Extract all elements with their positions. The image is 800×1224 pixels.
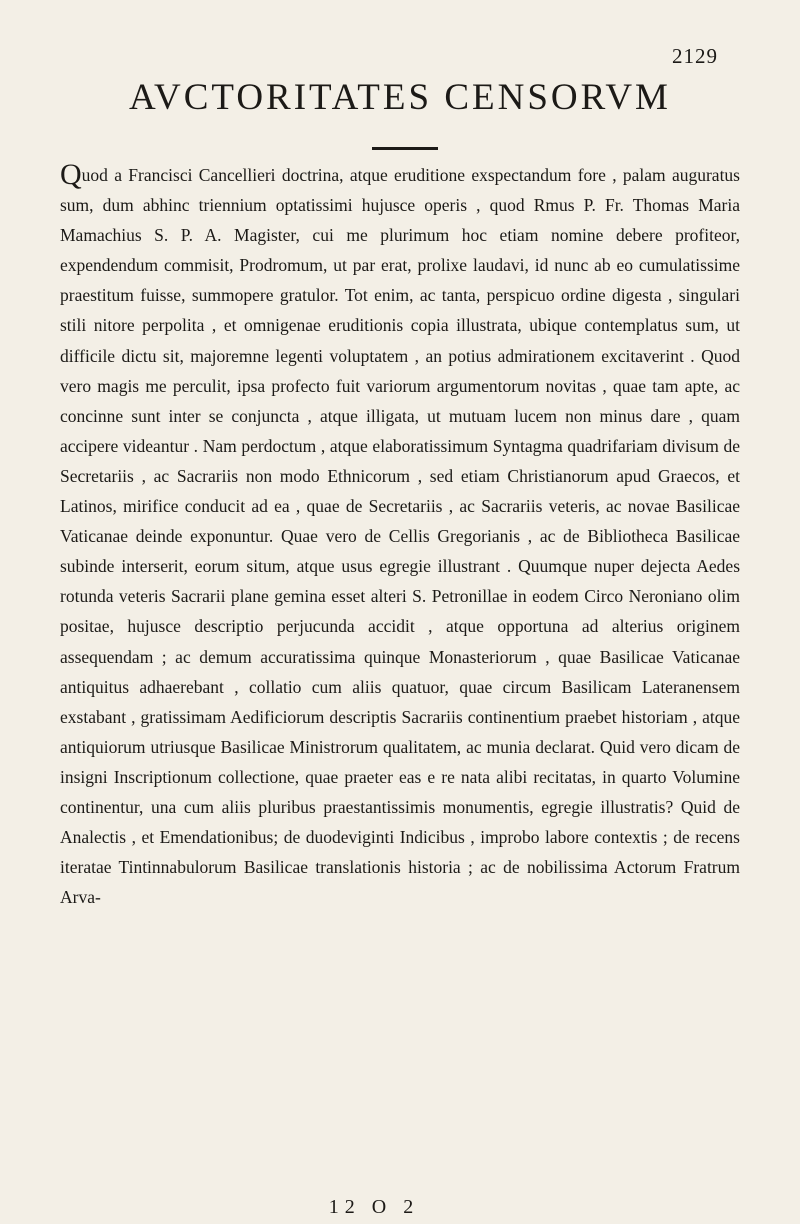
- drop-capital: Q: [60, 158, 82, 191]
- page-title: AVCTORITATES CENSORVM: [129, 77, 671, 118]
- page-number: 2129: [672, 44, 718, 68]
- signature-mark: 12 O 2: [328, 1196, 420, 1218]
- body-text: uod a Francisci Cancellieri doctrina, atque eruditione exspectandum fore , palam auguratus sum, dum abhinc triennium optatissimi hujusce operis , quod Rmus P. Fr. Thomas Maria Mamachius S. P. A. Magister, cui me plurimum hoc etiam nomine debere profiteor, expendendum commisit, Prodromum, ut par erat, prolixe laudavi, id nunc ab eo cumulatissime praestitum fuisse, summopere gratulor. Tot enim, ac tanta, perspicuo ordine digesta , singulari stili nitore perpolita , et omnigenae eruditionis copia illustrata, ubique contemplatus sum, ut difficile dictu sit, majoremne legenti voluptatem , an potius admirationem excitaverint . Quod vero magis me perculit, ipsa profecto fuit variorum argumentorum novitas , quae tam apte, ac concinne sunt inter se conjuncta , atque illigata, ut mutuam lucem non minus dare , quam accipere videantur . Nam perdoctum , atque elaboratissimum Syntagma quadrifariam divisum de Secretariis , ac Sacrariis non modo Ethnicorum , sed etiam Christianorum apud Graecos, et Latinos, mirifice conducit ad ea , quae de Secretariis , ac Sacrariis veteris, ac novae Basilicae Vaticanae deinde exponuntur. Quae vero de Cellis Gregorianis , ac de Bibliotheca Basilicae subinde interserit, eorum situm, atque usus egregie illustrant . Quumque nuper dejecta Aedes rotunda veteris Sacrarii plane gemina esset alteri S. Petronillae in eodem Circo Neroniano olim positae, hujusce descriptio perjucunda accidit , atque opportuna ad alterius originem assequendam ; ac demum accuratissima quinque Monasteriorum , quae Basilicae Vaticanae antiquitus adhaerebant , collatio cum aliis quatuor, quae circum Basilicam Lateranensem exstabant , gratissimam Aedificiorum descriptis Sacrariis continentium praebet historiam , atque antiquiorum utriusque Basilicae Ministrorum qualitatem, ac munia declarat. Quid vero dicam de insigni Inscriptionum collectione, quae praeter eas e re nata alibi recitatas, in quarto Volumine continentur, una cum aliis pluribus praestantissimis monumentis, egregie illustratis? Quid de Analectis , et Emendationibus; de duodeviginti Indicibus , improbo labore contextis ; de recens iteratae Tintinnabulorum Basilicae translationis historia ; ac de nobilissima Actorum Fratrum Arva-: [60, 165, 740, 908]
- body-paragraph: [60, 160, 740, 912]
- title-rule: [372, 147, 438, 150]
